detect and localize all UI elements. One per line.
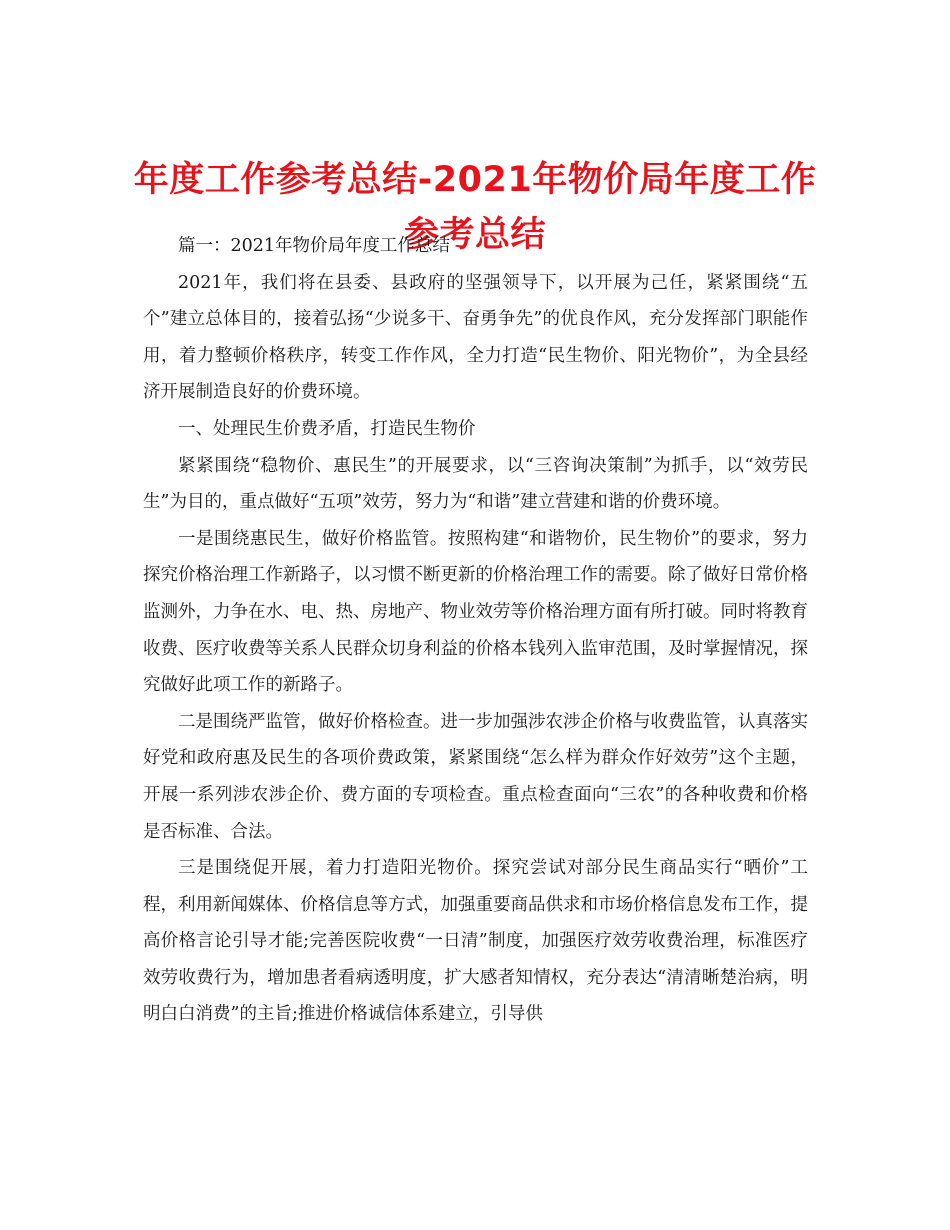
paragraph-heading-one: 一、处理民生价费矛盾，打造民生物价 [178, 418, 476, 439]
paragraph-overview: 紧紧围绕“稳物价、惠民生”的开展要求，以“三咨询决策制”为抓手，以“效劳民生”为目的，重点做好“五项”效劳，努力为“和谐”建立营建和谐的价费环境。 [143, 455, 808, 513]
document-body [143, 228, 808, 1033]
paragraph-section-heading: 篇一：2021年物价局年度工作总结 [178, 236, 451, 256]
paragraph-item-three: 三是围绕促开展，着力打造阳光物价。探究尝试对部分民生商品实行“晒价”工程，利用新闻媒体、价格信息等方式，加强重要商品供求和市场价格信息发布工作，提高价格言论引导才能;完善医院收费“一日清”制度，加强医疗效劳收费治理，标准医疗效劳收费行为，增加患者看病透明度，扩大感者知情权，充分表达“清清晰楚治病，明明白白消费”的主旨;推进价格诚信体系建立，引导供 [143, 858, 808, 1025]
paragraph-item-two: 二是围绕严监管，做好价格检查。进一步加强涉农涉企价格与收费监管，认真落实好党和政府惠及民生的各项价费政策，紧紧围绕“怎么样为群众作好效劳”这个主题，开展一系列涉农涉企价、费方面的专项检查。重点检查面向“三农”的各种收费和价格是否标准、合法。 [143, 711, 808, 842]
paragraph-intro: 2021年，我们将在县委、县政府的坚强领导下，以开展为己任，紧紧围绕“五个”建立总体目的，接着弘扬“少说多干、奋勇争先”的优良作风，充分发挥部门职能作用，着力整顿价格秩序，转变工作作风，全力打造“民生物价、阳光物价”，为全县经济开展制造良好的价费环境。 [143, 272, 808, 403]
paragraph-item-one: 一是围绕惠民生，做好价格监管。按照构建“和谐物价，民生物价”的要求，努力探究价格治理工作新路子，以习惯不断更新的价格治理工作的需要。除了做好日常价格监测外，力争在水、电、热、房地产、物业效劳等价格治理方面有所打破。同时将教育收费、医疗收费等关系人民群众切身利益的价格本钱列入监审范围，及时掌握情况，探究做好此项工作的新路子。 [143, 528, 808, 696]
document-title: 年度工作参考总结-2021年物价局年度工作参考总结 [133, 160, 817, 256]
